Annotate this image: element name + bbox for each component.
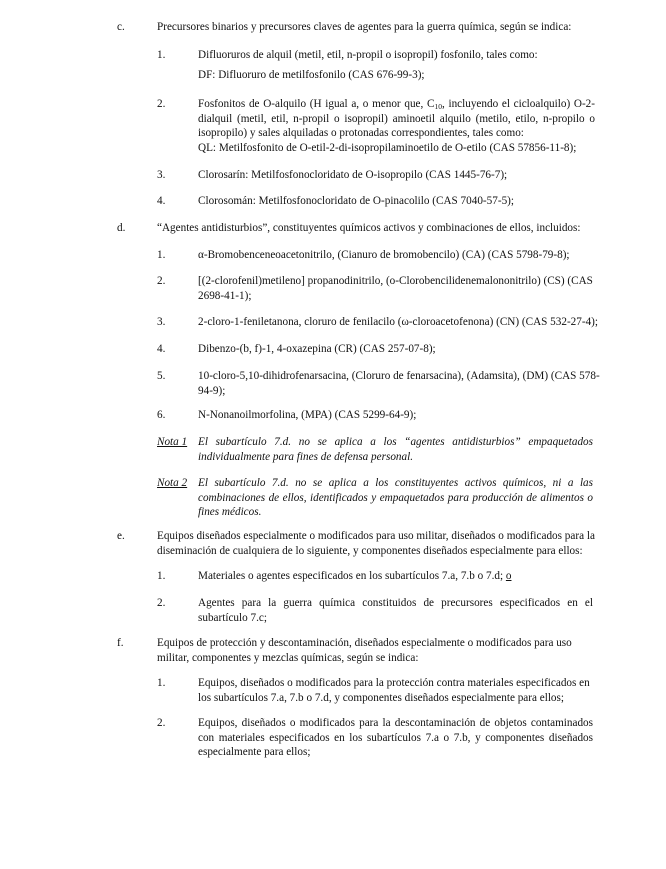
section-e-heading: Equipos diseñados especialmente o modificados para uso militar, diseñados o modificados para la diseminación de cualquiera de lo siguiente, y componentes diseñados especialmente para ellos:: [157, 530, 595, 557]
section-c-item-4-num: 4.: [157, 195, 166, 207]
section-d-heading: “Agentes antidisturbios”, constituyentes químicos activos y combinaciones de ellos, incluidos:: [157, 222, 581, 234]
section-c-item-2-num: 2.: [157, 98, 166, 110]
section-f-item-1-text: Equipos, diseñados o modificados para la protección contra materiales especificados en los subartículos 7.a, 7.b o 7.d, y componentes diseñados especialmente para ellos;: [198, 677, 590, 704]
section-e-label: e.: [117, 530, 125, 542]
section-c-heading: Precursores binarios y precursores claves de agentes para la guerra química, según se indica:: [157, 21, 572, 33]
note-2-text: El subartículo 7.d. no se aplica a los constituyentes activos químicos, ni a las combinaciones de ellos, identificados y empaquetados para producción de alimentos o fines médicos.: [198, 477, 593, 518]
section-d-item-5-num: 5.: [157, 370, 166, 382]
section-c-item-3-num: 3.: [157, 169, 166, 181]
section-f-item-1-num: 1.: [157, 677, 166, 689]
section-d-label: d.: [117, 222, 126, 234]
section-e-item-1-num: 1.: [157, 570, 166, 582]
section-c-item-1-example: DF: Difluoruro de metilfosfonilo (CAS 676-99-3);: [198, 69, 425, 81]
section-d-item-1-text: α-Bromobenceneoacetonitrilo, (Cianuro de bromobencilo) (CA) (CAS 5798-79-8);: [198, 249, 570, 261]
section-c-item-3-text: Clorosarín: Metilfosfonocloridato de O-isopropilo (CAS 1445-76-7);: [198, 169, 508, 181]
section-c-item-1-text: Difluoruros de alquil (metil, etil, n-propil o isopropil) fosfonilo, tales como:: [198, 49, 538, 61]
section-d-item-6-text: N-Nonanoilmorfolina, (MPA) (CAS 5299-64-9);: [198, 409, 417, 421]
section-d-item-4-text: Dibenzo-(b, f)-1, 4-oxazepina (CR) (CAS 257-07-8);: [198, 343, 436, 355]
section-f-item-2-text: Equipos, diseñados o modificados para la descontaminación de objetos contaminados con materiales especificados en los subartículos 7.a o 7.b, y componentes diseñados especialmente para ellos;: [198, 717, 593, 758]
section-f-heading: Equipos de protección y descontaminación, diseñados especialmente o modificados para uso militar, componentes y mezclas químicas, según se indica:: [157, 637, 572, 664]
note-2-label: Nota 2: [157, 477, 188, 489]
section-d-item-3-text: 2-cloro-1-feniletanona, cloruro de fenilacilo (ω-cloroacetofenona) (CN) (CAS 532-27-4);: [198, 316, 599, 328]
subscript-carbon-count: 10: [434, 102, 442, 111]
section-d-item-1-num: 1.: [157, 249, 166, 261]
section-c-item-4-text: Clorosomán: Metilfosfonocloridato de O-pinacolilo (CAS 7040-57-5);: [198, 195, 514, 207]
conjunction-o: o: [505, 570, 512, 582]
section-c-item-1-num: 1.: [157, 49, 166, 61]
section-d-item-2-num: 2.: [157, 275, 166, 287]
note-1-text: El subartículo 7.d. no se aplica a los “agentes antidisturbios” empaquetados individualmente para fines de defensa personal.: [198, 436, 593, 463]
section-f-item-2-num: 2.: [157, 717, 166, 729]
section-d-item-2-text: [(2-clorofenil)metileno] propanodinitrilo, (o-Clorobencilidenemalononitrilo) (CS) (CAS 2698-41-1);: [198, 275, 593, 302]
section-e-item-2-text: Agentes para la guerra química constituidos de precursores especificados en el subartículo 7.c;: [198, 597, 593, 624]
section-e-item-2-num: 2.: [157, 597, 166, 609]
section-e-item-1-text: Materiales o agentes especificados en los subartículos 7.a, 7.b o 7.d; o: [198, 570, 512, 582]
section-c-label: c.: [117, 21, 125, 33]
section-d-item-6-num: 6.: [157, 409, 166, 421]
section-f-label: f.: [117, 637, 124, 649]
section-d-item-3-num: 3.: [157, 316, 166, 328]
section-d-item-4-num: 4.: [157, 343, 166, 355]
note-1-label: Nota 1: [157, 436, 188, 448]
section-d-item-5-text: 10-cloro-5,10-dihidrofenarsacina, (Cloruro de fenarsacina), (Adamsita), (DM) (CAS 578-94-9);: [198, 370, 600, 397]
section-c-item-2-example: QL: Metilfosfonito de O-etil-2-di-isopropilaminoetilo de O-etilo (CAS 57856-11-8);: [198, 142, 577, 154]
section-c-item-2-text: Fosfonitos de O-alquilo (H igual a, o menor que, $C_{10}$, incluyendo el cicloalquilo) O-2-dialquil (metil, etil, n-propil o isopropil) aminoetil alquilo (metilo, etilo, n-propilo o isopropilo) y sales alquiladas o protonadas correspondientes, tales como:: [198, 98, 595, 139]
